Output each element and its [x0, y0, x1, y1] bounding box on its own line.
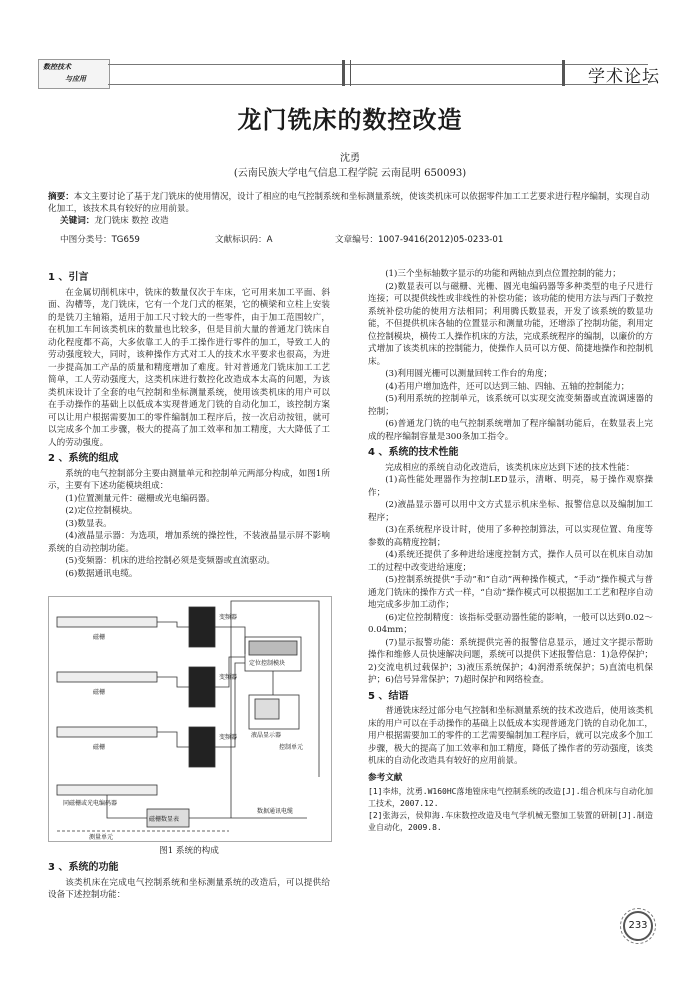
left-column-bottom — [48, 858, 330, 902]
list-item: (3)利用圆光栅可以测量回转工作台的角度； — [385, 369, 553, 379]
list-item: (6)数据通讯电缆。 — [65, 568, 138, 579]
journal-tag-box — [38, 59, 110, 89]
journal-tag-line-1: 数控技术 — [43, 62, 71, 71]
list-item: (2)液晶显示器可以用中文方式显示机床坐标、报警信息以及编制加工程序； — [368, 500, 653, 523]
label-display: 磁栅数显表 — [149, 816, 180, 823]
header-divider — [562, 60, 565, 86]
section-3-body: 该类机床在完成电气控制系统和坐标测量系统的改造后，可以提供给设备下述控制功能： — [48, 877, 330, 900]
reference-item: [2]张海云，侯仰海.车床数控改造及电气学机械无整加工装置的研制[J].制造业自动化，2009.8. — [368, 811, 653, 832]
label-magnet: 磁栅 — [93, 744, 106, 751]
section-5-heading: 5 、结语 — [368, 690, 409, 702]
right-column — [368, 268, 653, 834]
label-magnet: 磁栅 — [93, 634, 106, 641]
clc-number: 中图分类号：TG659 — [60, 235, 140, 245]
inverter-box — [189, 607, 215, 647]
doc-code: 文献标识码：A — [215, 235, 273, 245]
list-item: (2)定位控制模块。 — [65, 506, 138, 516]
journal-tag-line-2: 与应用 — [65, 74, 86, 83]
list-item: (7)显示报警功能：系统提供完善的报警信息显示，通过文字提示帮助操作和维修人员快速解决问题，系统可以提供下述报警信息：1)急停保护；2)交流电机过载保护；3)液压系统保护；4)润滑系统保护；5)直流电机保护；6)信号异常保护；7)超时保护和网络检查。 — [368, 637, 653, 685]
list-item: (1)高性能处理器作为控制LED显示，清晰、明亮，易于操作观察操作； — [368, 475, 653, 498]
magnet-bar — [57, 617, 157, 627]
system-diagram — [49, 597, 331, 841]
section-2-intro: 系统的电气控制部分主要由测量单元和控制单元两部分构成，如图1所示，主要有下述功能模块组成： — [48, 468, 330, 491]
keywords: 龙门铣床 数控 改造 — [94, 216, 169, 226]
list-item: (4)液晶显示器：为选项，增加系统的操控性，不装液晶显示屏不影响系统的自动控制功能。 — [48, 531, 330, 554]
header-divider — [350, 60, 351, 86]
magnet-bar — [57, 672, 157, 682]
system-figure — [48, 596, 332, 842]
references-heading: 参考文献 — [368, 772, 403, 783]
page-number: 233 — [623, 911, 653, 941]
label-comm-cable: 数据通讯电缆 — [257, 808, 294, 815]
list-item: (5)变频器：机床的进给控制必须是变频器或直流驱动。 — [65, 556, 276, 566]
label-pos-module: 定位控制模块 — [249, 660, 286, 667]
author: 沈勇 — [340, 153, 360, 164]
header-divider — [342, 60, 345, 86]
header-rule-bottom — [108, 84, 648, 85]
figure-caption: 图1 系统的构成 — [159, 846, 219, 856]
inverter-box — [189, 727, 215, 767]
left-column — [48, 268, 330, 580]
list-item: (6)定位控制精度：该指标受驱动器性能的影响，一般可以达到0.02～0.04mm； — [368, 612, 653, 635]
section-1-body: 在金属切削机床中，铣床的数量仅次于车床，它可用来加工平面、斜面、沟槽等，龙门铣床，它有一个龙门式的框架，它的横梁和立柱上安装的是铣刀主轴箱，适用于加工尺寸较大的一些零件，由于加工范围较广，在机加工车间该类机床的数量也比较多，但是目前大量的普通龙门铣床自动化程度都不高，大多依靠工人的手工操作进行零件的加工，导致工人的劳动强度较大，同时，该种操作方式对工人的技术水平要求也很高，为进一步提高加工产品的质量和精度增加了难度。针对普通龙门铣床加工工艺简单，工人劳动强度大，这类机床进行数控化改造成本太高的问题，为该类机床设计了全套的电气控制和坐标测量系统，使用该类机床的用户可以在手动操作的基础上以低成本实现普通龙门铣的自动化加工，该控制方案可以让用户根据需要加工的零件编制加工程序后，按一次启动按钮，就可以完成多个加工步骤，极大的提高了加工效率和加工精度，大大降低了工人的劳动强度。 — [48, 287, 330, 448]
abstract — [48, 191, 653, 227]
list-item: (5)利用系统的控制单元，该系统可以实现交流变频器或直流调速器的控制； — [368, 394, 653, 417]
header-rule-top — [108, 64, 648, 65]
list-item: (6)普通龙门铣的电气控制系统增加了程序编制功能后，在数显表上完成的程序编制容量是300条加工指令。 — [368, 419, 653, 442]
keywords-label: 关键词： — [60, 216, 95, 226]
encoder-bar — [57, 785, 157, 795]
article-number: 文章编号：1007-9416(2012)05-0233-01 — [335, 235, 504, 245]
article-title: 龙门铣床的数控改造 — [237, 105, 463, 134]
section-tag: 学术论坛 — [588, 67, 660, 87]
label-encoder: 同磁栅或光电编码器 — [63, 800, 118, 807]
section-2-heading: 2 、系统的组成 — [48, 453, 119, 464]
section-1-heading: 1 、引言 — [48, 272, 89, 283]
list-item: (3)在系统程序设计时，使用了多种控制算法，可以实现位置、角度等参数的高精度控制； — [368, 525, 653, 548]
list-item: (2)数显表可以与磁栅、光栅、圆光电编码器等多种类型的电子尺进行连接；可以提供线性或非线性的补偿功能；该功能的使用方法与西门子数控系统补偿功能的使用方法相同；利用腾氏数显表，开发了该系统的数显功能，不但提供机床各轴的位置显示和测量功能，还增添了控制功能，利用定位控制模块，横传工人操作机床的方法，完成系统程序的编制，以廉价的方式增加了该类机床的控制能力，使操作人员可以方便、简捷地操作和控制机床。 — [368, 281, 653, 367]
list-item: (1)位置测量元件：磁栅或光电编码器。 — [65, 493, 215, 504]
label-control-unit: 控制单元 — [279, 744, 304, 751]
label-inverter: 变频器 — [219, 734, 238, 741]
label-inverter: 变频器 — [219, 614, 238, 621]
label-measure-unit: 测量单元 — [89, 834, 114, 841]
section-5-body: 普通铣床经过部分电气控制和坐标测量系统的技术改造后，使用该类机床的用户可以在手动操作的基础上以低成本实现普通龙门铣的自动化加工，用户根据需要加工的零件的工艺需要编制加工程序后，就可以完成多个加工步骤，极大的提高了加工效率和加工精度，降低了操作者的劳动强度，该类机床的自动化改造具有较好的应用前景。 — [368, 706, 653, 766]
affiliation: (云南民族大学电气信息工程学院 云南昆明 650093) — [233, 168, 467, 179]
inverter-box — [189, 667, 215, 707]
list-item: (3)数显表。 — [65, 518, 112, 529]
label-magnet: 磁栅 — [93, 689, 106, 696]
list-item: (4)系统还提供了多种进给速度控制方式，操作人员可以在机床自动加工的过程中改变进给速度； — [368, 550, 653, 573]
list-item: (1)三个坐标轴数字显示的功能和两轴点到点位置控制的能力； — [385, 269, 621, 279]
label-lcd: 液晶显示器 — [251, 732, 282, 739]
section-3-heading: 3 、系统的功能 — [48, 862, 119, 873]
abstract-text: 本文主要讨论了基于龙门铣床的使用情况，设计了相应的电气控制系统和坐标测量系统，使该类机床可以依据零件加工工艺要求进行程序编制，实现自动化加工，该技术具有较好的应用前景。 — [48, 192, 650, 214]
list-item: (5)控制系统提供“手动”和“自动”两种操作模式，“手动”操作模式与普通龙门铣床的操作方式一样，“自动”操作模式可以根据加工工艺和程序自动地完成多步加工动作； — [368, 575, 653, 610]
abstract-label: 摘要： — [48, 192, 74, 202]
list-item: (4)若用户增加选件，还可以达到三轴、四轴、五轴的控制能力； — [385, 381, 630, 392]
section-4-intro: 完成相应的系统自动化改造后，该类机床应达到下述的技术性能： — [385, 462, 635, 473]
magnet-bar — [57, 727, 157, 737]
label-inverter: 变频器 — [219, 674, 238, 681]
section-4-heading: 4 、系统的技术性能 — [368, 447, 459, 458]
reference-item: [1]李炜，沈勇.W160HC落地镗床电气控制系统的改造[J].组合机床与自动化加工技术，2007.12. — [368, 787, 653, 808]
